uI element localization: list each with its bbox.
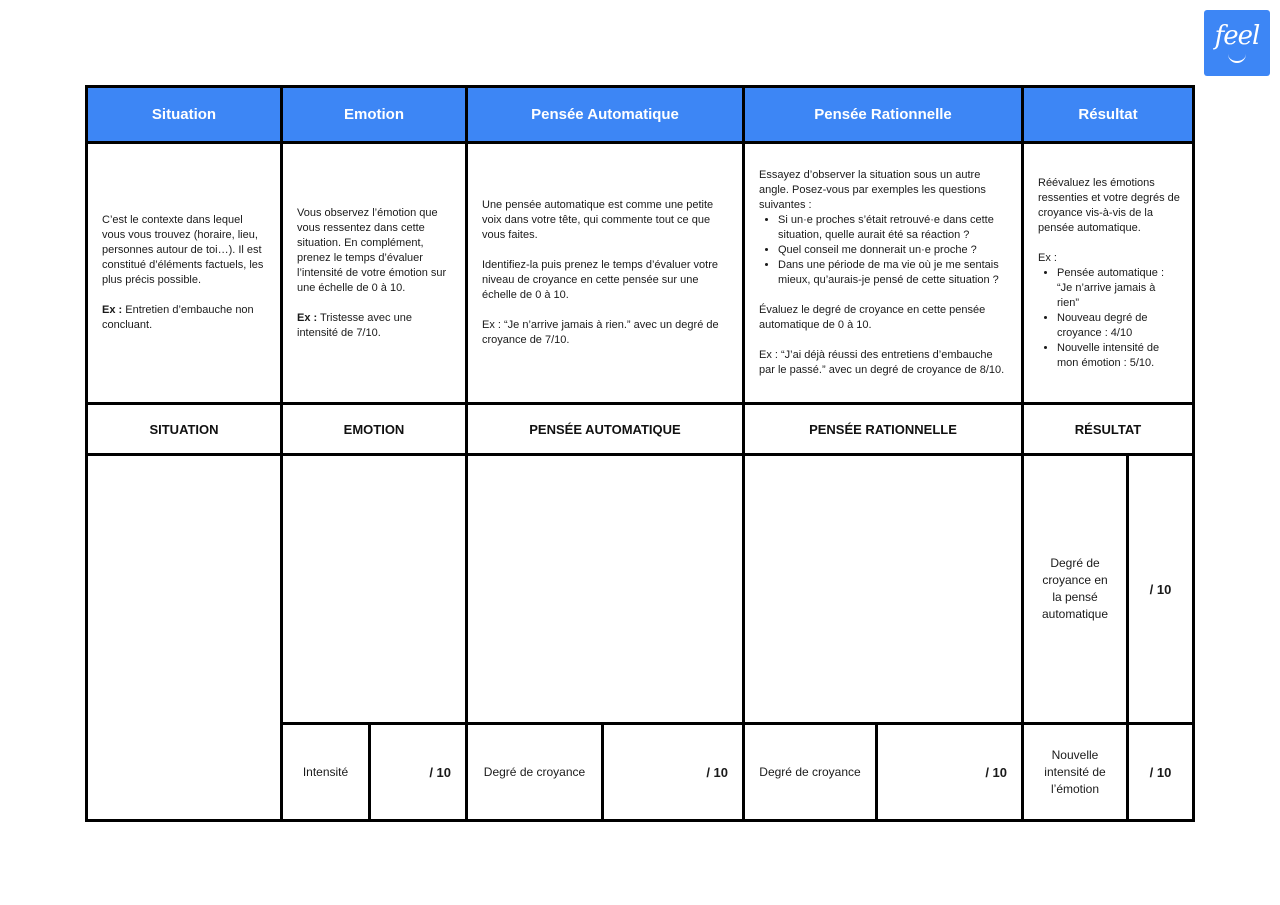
pensee-auto-example: Ex : “Je n’arrive jamais à rien.” avec un degré de croyance de 7/10. [482, 319, 719, 346]
subheader-pensee-automatique: PENSÉE AUTOMATIQUE [465, 402, 745, 456]
pensee-rationnelle-input-area[interactable] [742, 453, 1024, 725]
pensee-automatique-input-area[interactable] [465, 453, 745, 725]
logo-text: feel [1214, 21, 1260, 51]
list-item: • Nouvelle intensité de mon émotion : 5/10. [1057, 341, 1180, 371]
feel-logo [1204, 10, 1270, 76]
example-text: Tristesse avec une intensité de 7/10. [297, 311, 412, 339]
example-text: Entretien d’embauche non concluant. [102, 304, 254, 331]
resultat-example-label: Ex : [1038, 251, 1057, 264]
intensite-label: Intensité [280, 722, 371, 822]
list-item: • Dans une période de ma vie où je me sentais mieux, qu’aurais-je pensé de cette situation ? [778, 258, 1009, 288]
header-situation: Situation [85, 85, 283, 144]
pensee-rat-intro: Essayez d’observer la situation sous un autre angle. Posez-vous par exemples les questions suivantes : [759, 169, 986, 211]
description-pensee-rationnelle [742, 141, 1024, 405]
croyance-rationnelle-score[interactable]: / 10 [875, 722, 1024, 822]
pensee-auto-paragraph-2: Identifiez-la puis prenez le temps d’évaluer votre niveau de croyance en cette pensée sur une échelle de 0 à 10. [482, 259, 719, 301]
example-label: Ex : [297, 311, 318, 324]
description-emotion-text: Vous observez l’émotion que vous ressentez dans cette situation. En complément, prenez le temps d’évaluer l’intensité de votre émotion sur une échelle de 0 à 10. [297, 206, 447, 294]
croyance-auto-label: Degré de croyance [465, 722, 604, 822]
situation-input-area[interactable] [85, 453, 283, 822]
description-pensee-automatique [465, 141, 745, 405]
list-item: • Pensée automatique : “Je n’arrive jamais à rien” [1057, 266, 1180, 311]
description-situation-example [102, 303, 268, 333]
header-pensee-automatique: Pensée Automatique [465, 85, 745, 144]
subheader-emotion: EMOTION [280, 402, 468, 456]
header-pensee-rationnelle: Pensée Rationnelle [742, 85, 1024, 144]
degre-croyance-auto-score[interactable]: / 10 [1126, 453, 1195, 725]
description-situation [85, 141, 283, 405]
pensee-rat-questions [759, 213, 1009, 288]
list-item: • Si un·e proches s’était retrouvé·e dans cette situation, quelle aurait été sa réaction ? [778, 213, 1009, 243]
example-label: Ex : [102, 304, 123, 316]
list-item: • Nouveau degré de croyance : 4/10 [1057, 311, 1180, 341]
subheader-pensee-rationnelle: PENSÉE RATIONNELLE [742, 402, 1024, 456]
degre-croyance-auto-label: Degré de croyance en la pensé automatique [1021, 453, 1129, 725]
header-emotion: Emotion [280, 85, 468, 144]
subheader-resultat: RÉSULTAT [1021, 402, 1195, 456]
emotion-input-area[interactable] [280, 453, 468, 725]
pensee-rat-paragraph-2: Évaluez le degré de croyance en cette pensée automatique de 0 à 10. [759, 304, 986, 331]
description-resultat [1021, 141, 1195, 405]
resultat-intro: Réévaluez les émotions ressenties et votre degrés de croyance vis-à-vis de la pensée automatique. [1038, 176, 1180, 234]
list-item: • Quel conseil me donnerait un·e proche ? [778, 243, 1009, 258]
description-emotion [280, 141, 468, 405]
pensee-auto-paragraph-1: Une pensée automatique est comme une petite voix dans votre tête, qui commente tout ce que vous faites. [482, 199, 714, 241]
intensite-score[interactable]: / 10 [368, 722, 468, 822]
nouvelle-intensite-score[interactable]: / 10 [1126, 722, 1195, 822]
subheader-situation: SITUATION [85, 402, 283, 456]
header-resultat: Résultat [1021, 85, 1195, 144]
description-emotion-example [297, 311, 453, 341]
croyance-rationnelle-label: Degré de croyance [742, 722, 878, 822]
logo-smile-icon [1228, 52, 1246, 63]
resultat-examples [1038, 266, 1180, 371]
croyance-auto-score[interactable]: / 10 [601, 722, 745, 822]
nouvelle-intensite-label: Nouvelle intensité de l’émotion [1021, 722, 1129, 822]
description-situation-text: C’est le contexte dans lequel vous vous trouvez (horaire, lieu, personnes autour de toi…). Il est constitué d’éléments factuels, les plus précis possible. [102, 214, 264, 286]
pensee-rat-example: Ex : “J’ai déjà réussi des entretiens d’embauche par le passé.” avec un degré de croyance de 8/10. [759, 349, 1005, 376]
